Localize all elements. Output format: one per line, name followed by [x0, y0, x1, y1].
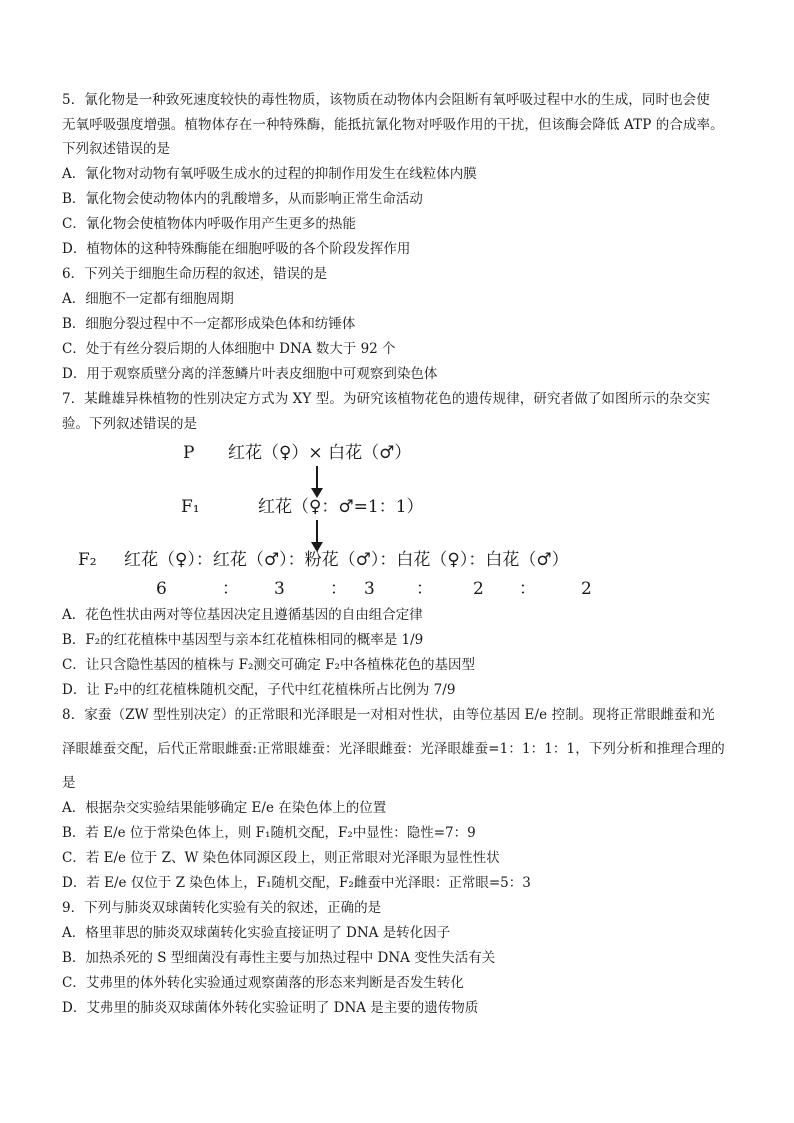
q7-option-c: C．让只含隐性基因的植株与 F₂测交可确定 F₂中各植株花色的基因型	[62, 657, 475, 673]
q6-option-a: A．细胞不一定都有细胞周期	[62, 291, 234, 307]
f2-ratio-colon-4: ：	[519, 579, 536, 599]
f2-ratio-5: 2	[581, 579, 592, 599]
q9-option-b: B．加热杀死的 S 型细菌没有毒性主要与加热过程中 DNA 变性失活有关	[62, 950, 496, 966]
f2-ratio-colon-3: ：	[416, 579, 433, 599]
f2-generation-label: F₂	[78, 550, 97, 570]
q5-option-c: C．氰化物会使植物体内呼吸作用产生更多的热能	[62, 216, 356, 232]
q8-option-d: D．若 E/e 仅位于 Z 染色体上，F₁随机交配，F₂雌蚕中光泽眼：正常眼=5：3	[62, 875, 531, 891]
arrow-p-to-f1	[316, 466, 318, 490]
q8-stem-line-1: 8．家蚕（ZW 型性别决定）的正常眼和光泽眼是一对相对性状，由等位基因 E/e 控制。现将正常眼雌蚕和光	[62, 707, 715, 723]
q8-option-b: B．若 E/e 位于常染色体上，则 F₁随机交配，F₂中显性：隐性=7：9	[62, 825, 476, 841]
q6-option-c: C．处于有丝分裂后期的人体细胞中 DNA 数大于 92 个	[62, 341, 396, 357]
q7-stem-line-1: 7．某雌雄异株植物的性别决定方式为 XY 型。为研究该植物花色的遗传规律，研究者做了如图所示的杂交实	[62, 391, 711, 407]
q9-option-a: A．格里菲思的肺炎双球菌转化实验直接证明了 DNA 是转化因子	[62, 925, 451, 941]
f2-ratio-2: 3	[274, 579, 285, 599]
f2-phenotypes: 红花（♀）：红花（♂）：粉花（♂）：白花（♀）：白花（♂）	[124, 550, 569, 570]
q9-option-d: D．艾弗里的肺炎双球菌体外转化实验证明了 DNA 是主要的遗传物质	[62, 1000, 479, 1016]
q8-stem-line-3: 是	[62, 775, 76, 791]
q8-option-c: C．若 E/e 位于 Z、W 染色体同源区段上，则正常眼对光泽眼为显性性状	[62, 850, 500, 866]
q5-option-b: B．氰化物会使动物体内的乳酸增多，从而影响正常生命活动	[62, 191, 423, 207]
f2-ratio-colon-2: ：	[330, 579, 347, 599]
q5-stem-line-1: 5．氰化物是一种致死速度较快的毒性物质，该物质在动物体内会阻断有氧呼吸过程中水的生成，同时也会使	[62, 92, 710, 108]
q5-stem-line-2: 无氧呼吸强度增强。植物体存在一种特殊酶，能抵抗氰化物对呼吸作用的干扰，但该酶会降低 ATP 的合成率。	[62, 117, 724, 133]
p-cross-text: 红花（♀）× 白花（♂）	[228, 443, 412, 463]
q8-option-a: A．根据杂交实验结果能够确定 E/e 在染色体上的位置	[62, 800, 387, 816]
q6-option-b: B．细胞分裂过程中不一定都形成染色体和纺锤体	[62, 316, 356, 332]
q7-option-d: D．让 F₂中的红花植株随机交配，子代中红花植株所占比例为 7/9	[62, 682, 456, 698]
q5-option-d: D．植物体的这种特殊酶能在细胞呼吸的各个阶段发挥作用	[62, 241, 411, 257]
q6-option-d: D．用于观察质壁分离的洋葱鳞片叶表皮细胞中可观察到染色体	[62, 366, 438, 382]
f2-ratio-3: 3	[364, 579, 375, 599]
f2-ratio-1: 6	[156, 579, 167, 599]
q9-option-c: C．艾弗里的体外转化实验通过观察菌落的形态来判断是否发生转化	[62, 975, 464, 991]
f2-ratio-4: 2	[473, 579, 484, 599]
q9-stem: 9．下列与肺炎双球菌转化实验有关的叙述，正确的是	[62, 900, 382, 916]
q5-stem-line-3: 下列叙述错误的是	[62, 141, 170, 157]
q7-option-a: A．花色性状由两对等位基因决定且遵循基因的自由组合定律	[62, 607, 423, 623]
p-generation-label: P	[183, 443, 195, 463]
f1-text: 红花（♀：♂=1：1）	[258, 497, 424, 517]
q8-stem-line-2: 泽眼雄蚕交配，后代正常眼雌蚕:正常眼雄蚕：光泽眼雌蚕：光泽眼雄蚕=1：1：1：1，下列分析和推理合理的	[62, 741, 725, 757]
q6-stem: 6．下列关于细胞生命历程的叙述，错误的是	[62, 266, 328, 282]
q5-option-a: A．氰化物对动物有氧呼吸生成水的过程的抑制作用发生在线粒体内膜	[62, 166, 477, 182]
f1-generation-label: F₁	[181, 497, 200, 517]
arrow-f1-to-f2	[316, 520, 318, 544]
f2-ratio-colon-1: ：	[222, 579, 239, 599]
q7-option-b: B．F₂的红花植株中基因型与亲本红花植株相同的概率是 1/9	[62, 632, 424, 648]
q7-stem-line-2: 验。下列叙述错误的是	[62, 416, 197, 432]
